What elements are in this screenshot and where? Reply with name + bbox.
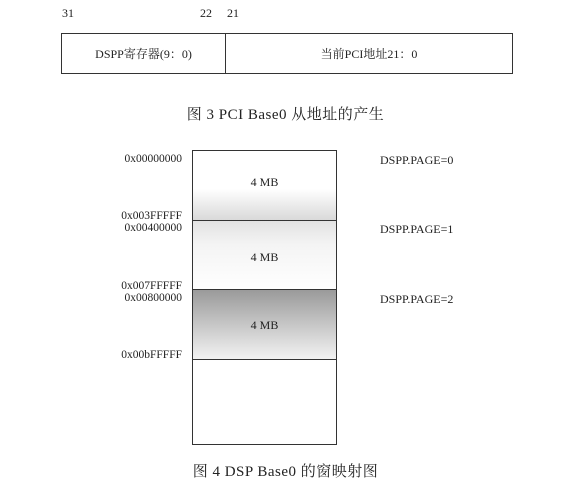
register-box [61, 33, 513, 74]
address-label-end-1: 0x007FFFFF [121, 280, 182, 292]
memory-segment-0 [193, 151, 336, 221]
bit-number-21: 21 [227, 6, 239, 20]
figure-3-caption: 图 3 PCI Base0 从地址的产生 [186, 107, 385, 123]
page-label-2: DSPP.PAGE=2 [380, 292, 454, 306]
pci-address-field: 当前PCI地址21：0 [320, 47, 418, 61]
segment-size-label: 4 MB [250, 250, 279, 264]
memory-segment-empty [193, 360, 336, 444]
page-label-1: DSPP.PAGE=1 [380, 222, 454, 236]
dspp-register-field: DSPP寄存器(9：0) [62, 34, 226, 73]
address-label-start-2: 0x00800000 [124, 292, 182, 304]
memory-segment-1 [193, 221, 336, 290]
address-label-start-1: 0x00400000 [124, 222, 182, 234]
bit-number-22: 22 [200, 6, 212, 20]
memory-map [192, 150, 337, 445]
bit-number-31: 31 [62, 6, 74, 20]
figure-4-caption: 图 4 DSP Base0 的窗映射图 [192, 464, 379, 480]
segment-size-label: 4 MB [250, 318, 279, 332]
page-label-0: DSPP.PAGE=0 [380, 153, 454, 167]
memory-segment-2 [193, 290, 336, 360]
address-label-end-2: 0x00bFFFFF [121, 349, 182, 361]
segment-size-label: 4 MB [250, 175, 279, 189]
address-label-end-0: 0x003FFFFF [121, 210, 182, 222]
address-label-start-0: 0x00000000 [124, 153, 182, 165]
